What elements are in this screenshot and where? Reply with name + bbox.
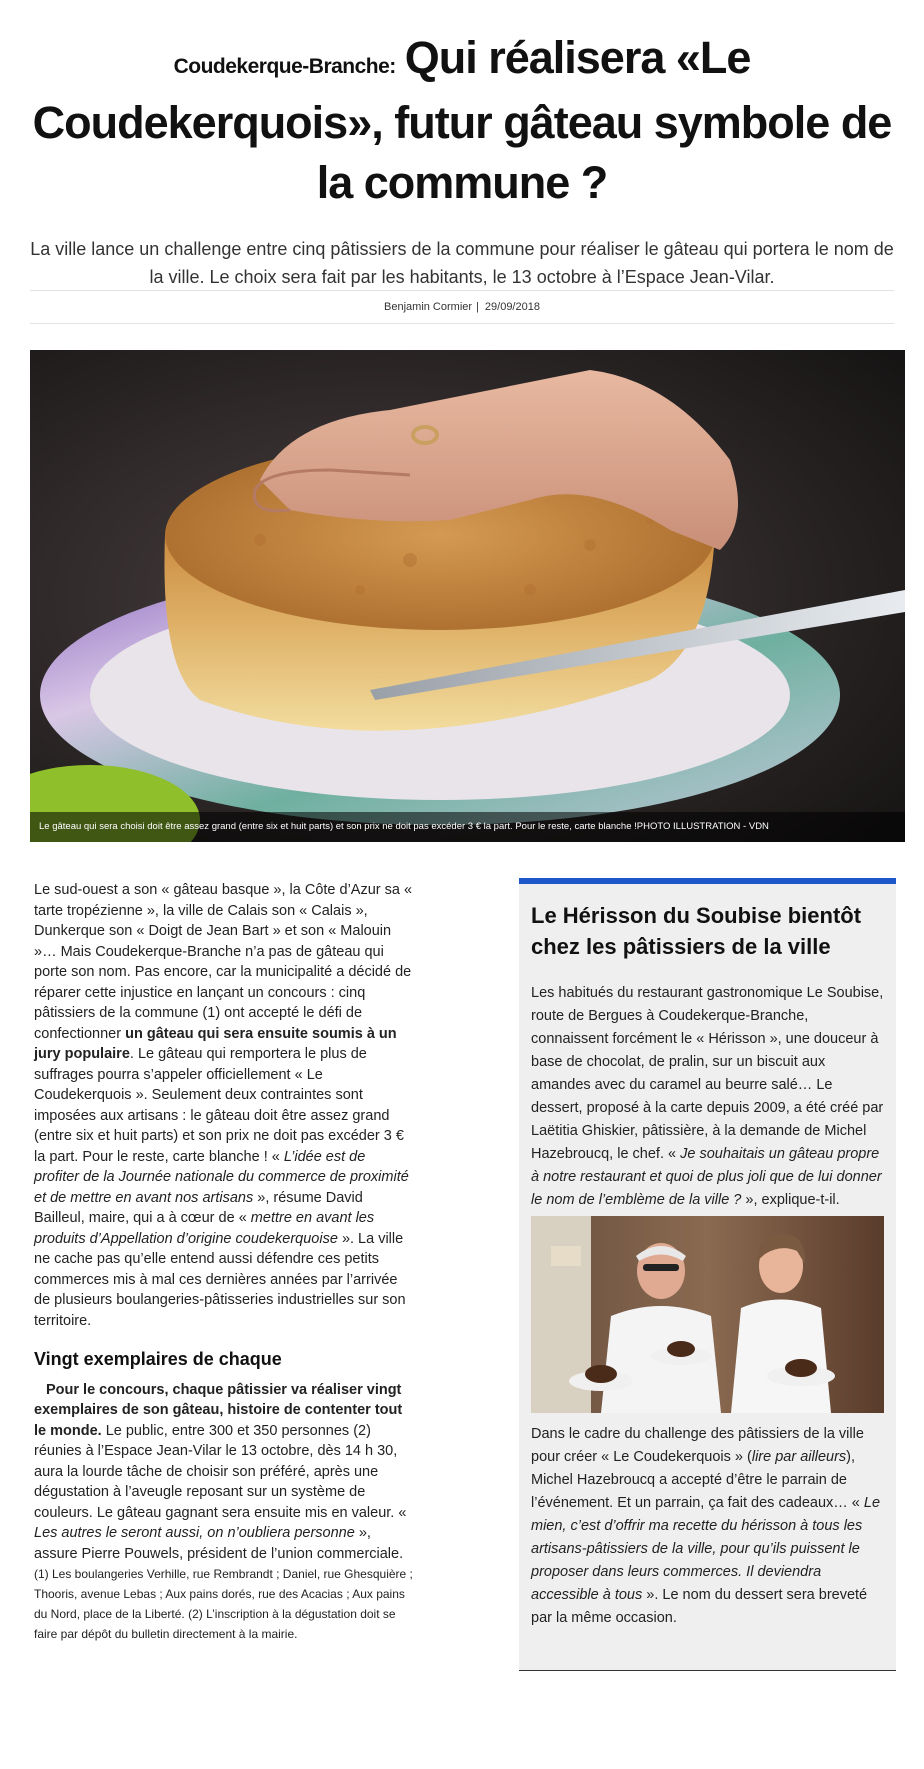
sidebar-box <box>519 878 896 1671</box>
text-segment: ». La ville ne cache pas qu’elle entend aussi défendre ces petits commerces mis à mal ces dernières années par l’arrivée de plusieurs boulangeries-pâtisseries industrielles sur son territoire. <box>34 1230 406 1329</box>
headline <box>30 30 894 215</box>
headline-kicker: Coudekerque-Branche: <box>173 55 396 78</box>
sidebar-paragraph-1 <box>531 982 884 1212</box>
text-segment: ), Michel Hazebroucq a accepté d’être le parrain de l’événement. Et un parrain, ça fait des cadeaux… « <box>531 1449 864 1511</box>
byline-date: 29/09/2018 <box>484 301 540 313</box>
bold-segment: un gâteau qui sera ensuite soumis à un jury populaire <box>34 1025 397 1062</box>
article-subhead: Vingt exemplaires de chaque <box>34 1349 282 1369</box>
text-segment: », explique-t-il. <box>745 1192 840 1208</box>
byline <box>30 290 894 324</box>
byline-separator: | <box>476 301 479 313</box>
article-header <box>30 30 894 291</box>
quote-segment: L’idée est de profiter de la Journée nationale du commerce de proximité et de mettre en avant nos artisans <box>34 1148 409 1206</box>
sidebar-title: Le Hérisson du Soubise bientôt chez les pâtissiers de la ville <box>531 903 862 959</box>
text-segment: . Le gâteau qui remportera le plus de suffrages pourra s’appeler officiellement « Le Coudekerquois ». Seulement deux contraintes sont imposées aux artisans : le gâteau doit être assez grand (entre six et huit parts) et son prix ne doit pas excéder 3 € la part. Pour le reste, carte blanche ! « <box>34 1046 404 1165</box>
article-paragraph-1 <box>34 880 414 1331</box>
sidebar-paragraph-2 <box>531 1423 884 1630</box>
text-segment: Le sud-ouest a son « gâteau basque », la Côte d’Azur sa « tarte tropézienne », la ville de Calais son « Calais », Dunkerque son « Doigt de Jean Bart » et son « Malouin »… Mais Coudekerque-Branche n’a pas de gâteau qui porte son nom. Pas encore, car la municipalité a décidé de réparer cette injustice en lançant un concours : cinq pâtissiers de la commune (1) ont accepté le défi de confectionner <box>34 882 413 1042</box>
bold-segment: Pour le concours, chaque pâtissier va réaliser vingt exemplaires de son gâteau, histoire de contenter tout le monde. <box>34 1381 403 1439</box>
text-segment: Les habitués du restaurant gastronomique Le Soubise, route de Bergues à Coudekerque-Branche, connaissent forcément le « Hérisson », une douceur à base de chocolat, de pralin, sur un biscuit aux amandes avec du caramel au beurre salé… Le dessert, proposé à la carte depuis 2009, a été créé par Laëtitia Ghiskier, pâtissière, à la demande de Michel Hazebroucq, le chef. « <box>531 985 884 1162</box>
headline-title: Qui réalisera «Le Coudekerquois», futur gâteau symbole de la commune ? <box>32 32 892 208</box>
article-paragraph-2 <box>34 1380 414 1565</box>
quote-segment: mettre en avant les produits d’Appellation d’origine coudekerquoise <box>34 1210 375 1247</box>
quote-segment: lire par ailleurs <box>751 1449 847 1465</box>
text-segment: », résume David Bailleul, maire, qui a à cœur de « <box>34 1189 363 1226</box>
byline-author[interactable]: Benjamin Cormier <box>384 301 473 313</box>
text-segment: ». Le nom du dessert sera breveté par la même occasion. <box>531 1587 868 1626</box>
quote-segment: Je souhaitais un gâteau propre à notre restaurant et quoi de plus joli que de lui donner le nom de l’emblème de la ville ? <box>531 1146 882 1208</box>
article-body <box>34 880 414 1644</box>
cake-photo-illustration <box>30 350 905 842</box>
text-segment: Dans le cadre du challenge des pâtissiers de la ville pour créer « Le Coudekerquois » ( <box>531 1426 864 1465</box>
article-lead: La ville lance un challenge entre cinq pâtissiers de la commune pour réaliser le gâteau qui portera le nom de la ville. Le choix sera fait par les habitants, le 13 octobre à l’Espace Jean-Vilar. <box>30 239 894 287</box>
sidebar-photo <box>531 1216 884 1413</box>
photo-caption: Le gâteau qui sera choisi doit être assez grand (entre six et huit parts) et son prix ne doit pas excéder 3 € la part. Pour le reste, carte blanche !PHOTO ILLUSTRATION - VDN <box>30 812 905 842</box>
text-segment: », assure Pierre Pouwels, président de l’union commerciale. <box>34 1525 404 1562</box>
main-photo <box>30 350 905 842</box>
text-segment: Le public, entre 300 et 350 personnes (2) réunies à l’Espace Jean-Vilar le 13 octobre, dès 14 h 30, aura la lourde tâche de choisir son préféré, après une dégustation à l’aveugle reposant sur un système de couleurs. Le gâteau gagnant sera ensuite mis en valeur. « <box>34 1422 407 1521</box>
chefs-photo-illustration <box>531 1216 884 1413</box>
quote-segment: Les autres le seront aussi, on n’oubliera personne <box>34 1525 359 1541</box>
article-footnote: (1) Les boulangeries Verhille, rue Rembrandt ; Daniel, rue Ghesquière ; Thooris, avenue Lebas ; Aux pains dorés, rue des Acacias ; Aux pains du Nord, place de la Liberté. (2) L’inscription à la dégustation doit se faire par dépôt du bulletin directement à la mairie. <box>34 1567 413 1641</box>
quote-segment: Le mien, c’est d’offrir ma recette du hérisson à tous les artisans-pâtissiers de la ville, pour qu’ils puissent le proposer dans leurs commerces. Il deviendra accessible à tous <box>531 1495 881 1603</box>
